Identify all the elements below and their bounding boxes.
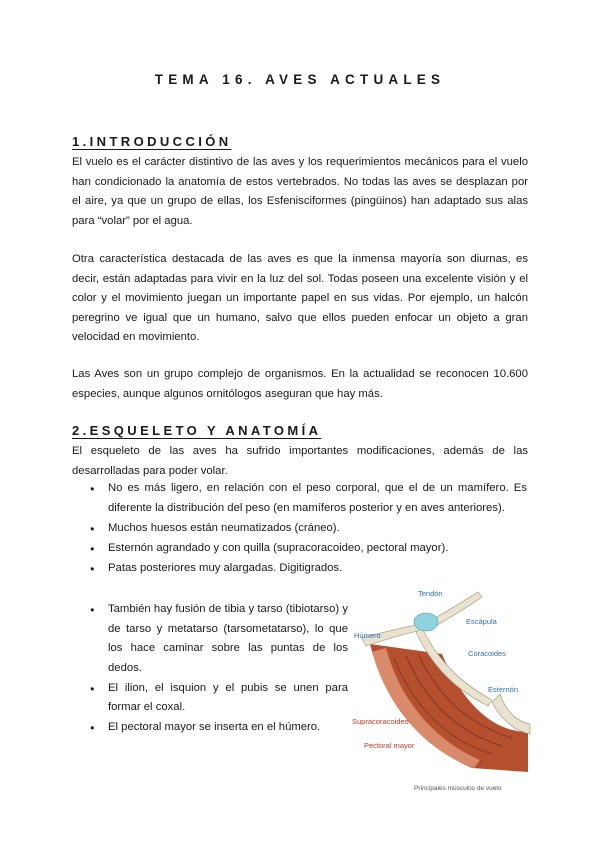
paragraph-intro-2: Otra característica destacada de las aves es que la inmensa mayoría son diurnas, es decir, están adaptadas para vivir en la luz del sol. Todas poseen una excelente visión y el color y el movimiento juegan un importante papel en sus vidas. Por ejemplo, un halcón peregrino ve igual que un humano, salvo que ellos pueden enfocar un objeto a gran velocidad en movimiento. xyxy=(72,253,528,343)
label-supracoracoideo: Supracoracoideo xyxy=(352,717,409,726)
flight-muscles-figure xyxy=(342,582,532,800)
paragraph-intro-3: Las Aves son un grupo complejo de organismos. En la actualidad se reconocen 10.600 especies, aunque algunos ornitólogos aseguran que hay más. xyxy=(72,368,528,400)
bullet-list-narrow xyxy=(90,600,348,738)
label-esternon: Esternón xyxy=(488,685,519,694)
bullet-list-wide xyxy=(90,479,527,579)
tendon-shape xyxy=(414,613,438,631)
label-coracoides: Coracoides xyxy=(468,649,506,658)
list-item: ● Muchos huesos están neumatizados (cráneo). xyxy=(90,519,527,539)
label-escapula: Escápula xyxy=(466,617,497,626)
list-item: ● El pectoral mayor se inserta en el húmero. xyxy=(90,718,348,738)
list-item: ● El ilion, el isquion y el pubis se unen para formar el coxal. xyxy=(90,679,348,718)
section-heading-introduccion: 1.INTRODUCCIÓN xyxy=(72,134,232,149)
paragraph-intro-1: El vuelo es el carácter distintivo de las aves y los requerimientos mecánicos para el vuelo han condicionado la anatomía de estos vertebrados. No todas las aves se desplazan por el aire, ya que un grupo de ellas, los Esfenisciformes (pingüinos) han adaptado sus alas para “volar” por el agua. xyxy=(72,156,528,227)
section-heading-esqueleto: 2.ESQUELETO Y ANATOMÍA xyxy=(72,423,322,438)
label-humero: Húmero xyxy=(354,631,381,640)
figure-caption: Principales músculos de vuelo xyxy=(414,785,502,792)
label-pectoral: Pectoral mayor xyxy=(364,741,415,750)
page-title: TEMA 16. AVES ACTUALES xyxy=(154,72,446,87)
paragraph-esqueleto-1: El esqueleto de las aves ha sufrido importantes modificaciones, además de las desarrolladas para poder volar. xyxy=(72,445,528,477)
list-item: ● Esternón agrandado y con quilla (supracoracoideo, pectoral mayor). xyxy=(90,539,527,559)
list-item: ● No es más ligero, en relación con el peso corporal, que el de un mamífero. Es diferente la distribución del peso (en mamíferos posterior y en aves anteriores). xyxy=(90,479,527,518)
list-item: ● También hay fusión de tibia y tarso (tibiotarso) y de tarso y metatarso (tarsometatarso), lo que los hace caminar sobre las puntas de los dedos. xyxy=(90,600,348,678)
label-tendon: Tendón xyxy=(418,589,443,598)
list-item: ● Patas posteriores muy alargadas. Digitigrados. xyxy=(90,559,527,579)
